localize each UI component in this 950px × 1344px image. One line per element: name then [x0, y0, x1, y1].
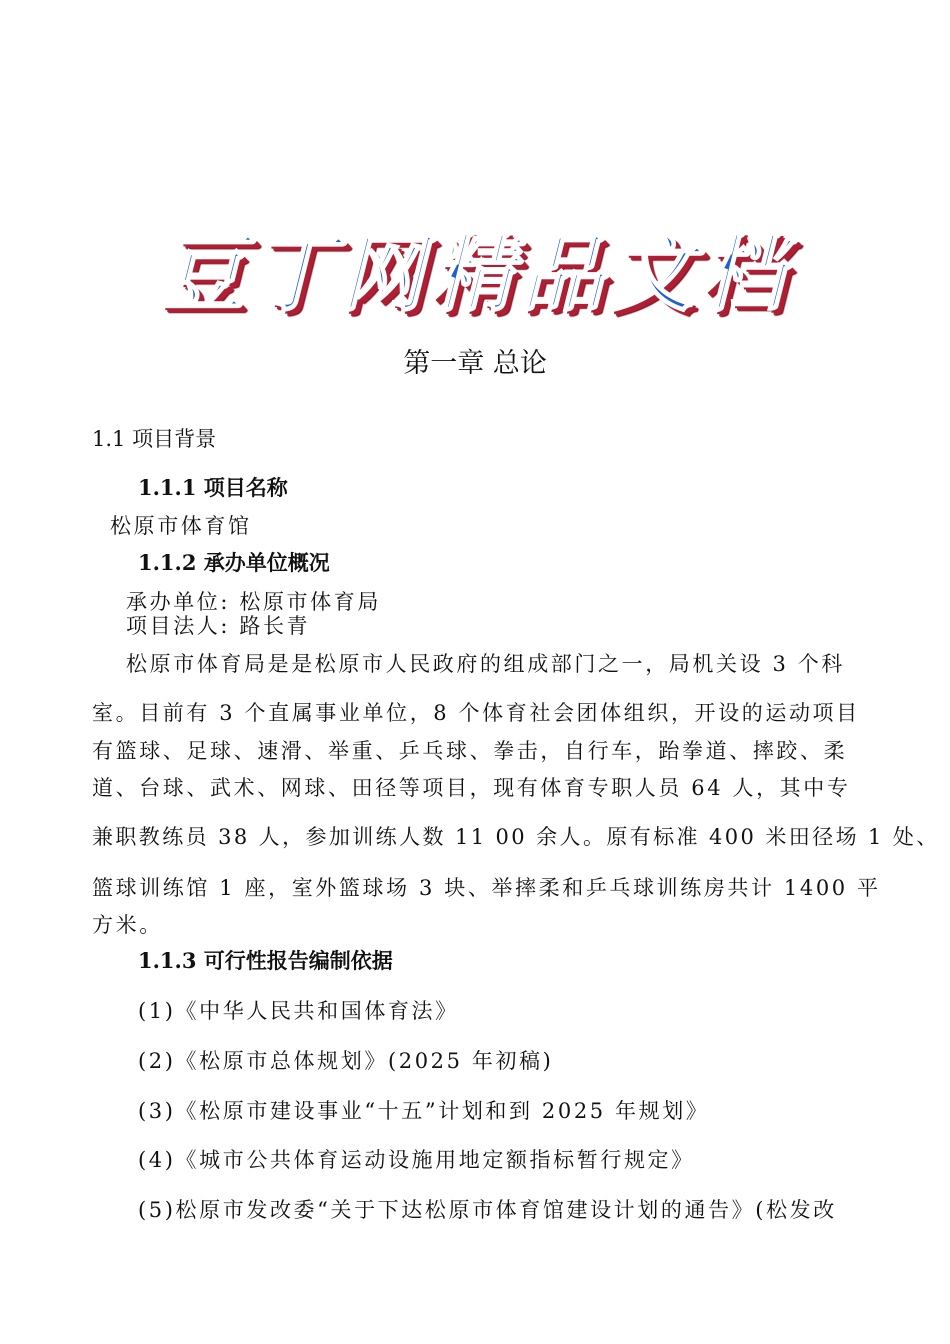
- host-unit-line: 承办单位: 松原市体育局: [126, 590, 381, 614]
- paragraph-line: 兼职教练员 38 人，参加训练人数 11 00 余人。原有标准 400 米田径场 1 处、: [92, 825, 940, 849]
- paragraph-line: 道、台球、武术、网球、田径等项目，现有体育专职人员 64 人，其中专: [92, 776, 851, 800]
- paragraph-line: 篮球训练馆 1 座，室外篮球场 3 块、举摔柔和乒乓球训练房共计 1400 平: [92, 876, 881, 900]
- paragraph-line: 有篮球、足球、速滑、举重、乒乓球、拳击，自行车，跆拳道、摔跤、柔: [92, 739, 848, 763]
- basis-list-item: (1)《中华人民共和国体育法》: [138, 999, 459, 1023]
- project-name: 松原市体育馆: [110, 514, 252, 538]
- chapter-title: 第一章 总论: [403, 348, 547, 379]
- subsection-heading-1-1-1: 1.1.1 项目名称: [138, 475, 288, 500]
- subsection-heading-1-1-2: 1.1.2 承办单位概况: [138, 550, 330, 575]
- basis-list-item: (4)《城市公共体育运动设施用地定额指标暂行规定》: [138, 1148, 695, 1172]
- paragraph-line: 松原市体育局是是松原市人民政府的组成部门之一，局机关设 3 个科: [126, 652, 845, 676]
- basis-list-item: (5)松原市发改委“关于下达松原市体育馆建设计划的通告》(松发改: [138, 1198, 837, 1222]
- subsection-heading-1-1-3: 1.1.3 可行性报告编制依据: [138, 948, 393, 973]
- basis-list-item: (3)《松原市建设事业“十五”计划和到 2025 年规划》: [138, 1099, 710, 1123]
- basis-list-item: (2)《松原市总体规划》(2025 年初稿): [138, 1049, 554, 1073]
- paragraph-line: 室。目前有 3 个直属事业单位，8 个体育社会团体组织，开设的运动项目: [92, 701, 860, 725]
- paragraph-line: 方米。: [92, 913, 163, 937]
- section-heading-1-1: 1.1 项目背景: [92, 427, 217, 451]
- legal-person-line: 项目法人: 路长青: [126, 614, 311, 638]
- watermark-logo: 豆丁网精品文档: [159, 225, 790, 323]
